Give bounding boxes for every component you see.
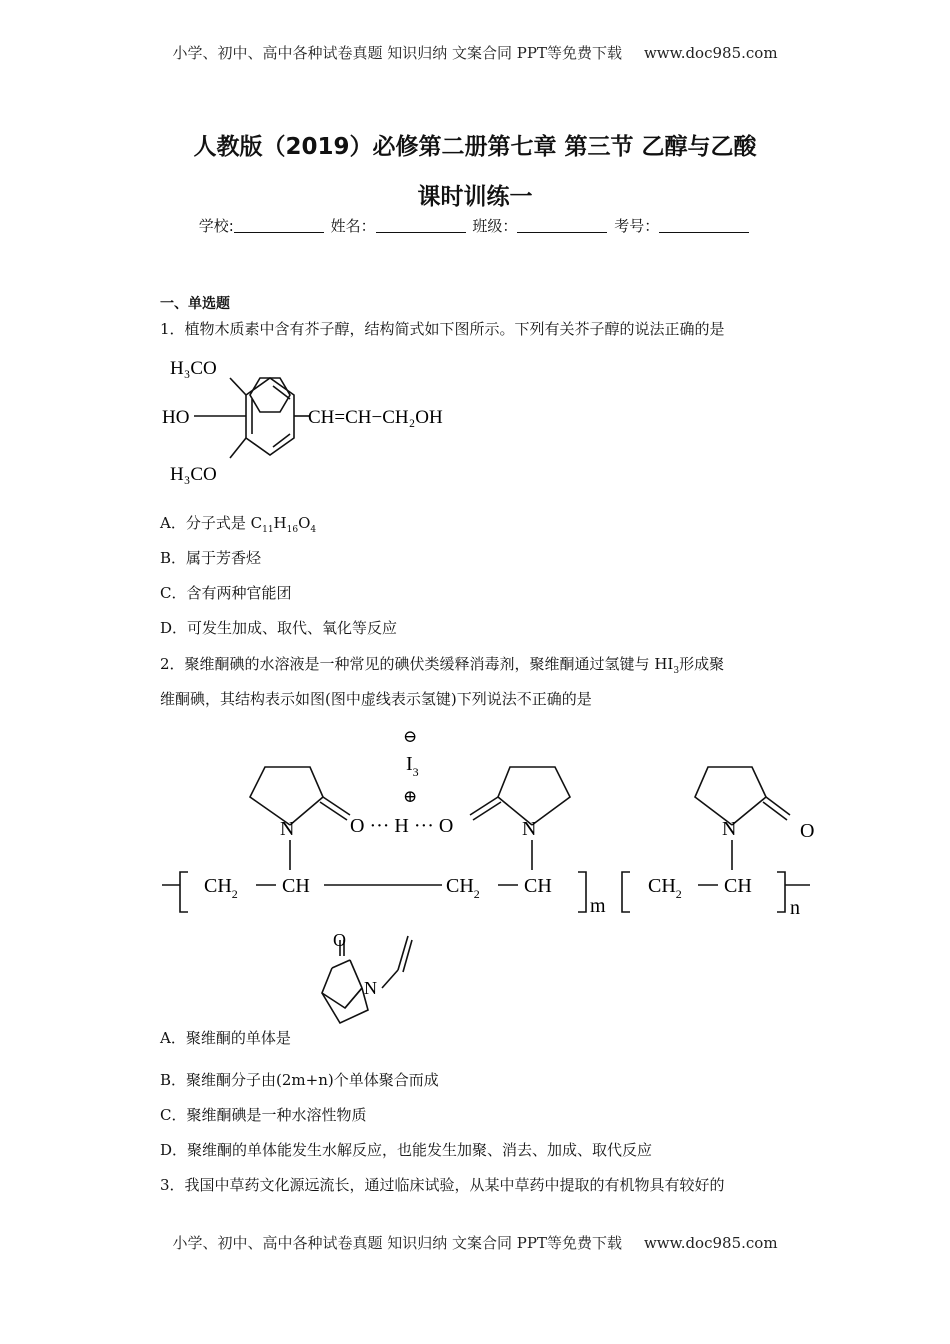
q2-hydrogen-bond: O ··· H ··· O <box>350 815 454 837</box>
q2-ch2-3: $CH_2$ <box>648 875 682 901</box>
q1-option-b: B．属于芳香烃 <box>160 549 262 567</box>
q2-n1: N <box>280 818 295 840</box>
number-label: 考号： <box>614 217 660 235</box>
q2-option-c: C．聚维酮碘是一种水溶性物质 <box>160 1106 367 1124</box>
class-label: 班级： <box>472 217 518 235</box>
q1-option-a: A．分子式是 $C_{11}H_{16}O_4$ <box>160 514 317 535</box>
section-heading: 一、单选题 <box>160 296 230 312</box>
q2-iodine: $I_3$ <box>406 753 419 779</box>
q1-option-c: C．含有两种官能团 <box>160 584 292 602</box>
q2-structure-diagram <box>160 722 840 927</box>
q1-left-substituent: HO <box>162 407 190 428</box>
q2-subscript-n: n <box>790 897 800 919</box>
school-blank[interactable] <box>234 218 324 233</box>
q2-stem-line2: 维酮碘，其结构表示如图(图中虚线表示氢键)下列说法不正确的是 <box>160 690 592 708</box>
q2-ch-2: CH <box>524 875 552 897</box>
q1-structure-diagram <box>160 350 490 495</box>
q1-side-chain: CH=CH−CH₂OH <box>308 407 443 428</box>
q2-option-a: A．聚维酮的单体是 <box>160 1029 291 1047</box>
q2-monomer-diagram <box>300 928 440 1038</box>
header-text: 小学、初中、高中各种试卷真题 知识归纳 文案合同 PPT等免费下载 <box>172 44 622 62</box>
q2-ch-1: CH <box>282 875 310 897</box>
q2-plus-sign: ⊕ <box>403 787 418 806</box>
q2-stem-line1: 2．聚维酮碘的水溶液是一种常见的碘伏类缓释消毒剂，聚维酮通过氢键与 $HI_3$形成聚 <box>160 655 725 676</box>
q2-monomer-o: O <box>333 930 346 950</box>
number-blank[interactable] <box>659 218 749 233</box>
q2-ch2-2: $CH_2$ <box>446 875 480 901</box>
q2-o-right: O <box>800 820 815 842</box>
student-info-line <box>0 215 950 236</box>
q2-option-b: B．聚维酮分子由(2m+n)个单体聚合而成 <box>160 1071 439 1089</box>
q1-stem: 1．植物木质素中含有芥子醇，结构简式如下图所示。下列有关芥子醇的说法正确的是 <box>160 320 725 338</box>
name-blank[interactable] <box>376 218 466 233</box>
page-header <box>0 42 950 63</box>
footer-text: 小学、初中、高中各种试卷真题 知识归纳 文案合同 PPT等免费下载 <box>172 1234 622 1252</box>
q2-option-d: D．聚维酮的单体能发生水解反应，也能发生加聚、消去、加成、取代反应 <box>160 1141 653 1159</box>
q2-minus-sign: ⊖ <box>403 727 418 746</box>
page-footer <box>0 1232 950 1253</box>
q1-option-d: D．可发生加成、取代、氧化等反应 <box>160 619 398 637</box>
q2-subscript-m: m <box>590 895 606 917</box>
q2-n3: N <box>722 818 737 840</box>
q2-n2: N <box>522 818 537 840</box>
q2-monomer-n: N <box>364 978 377 998</box>
name-label: 姓名： <box>330 217 376 235</box>
school-label: 学校: <box>198 217 234 235</box>
footer-site: www.doc985.com <box>643 1234 778 1252</box>
q1-top-substituent: H₃CO <box>170 358 217 379</box>
class-blank[interactable] <box>517 218 607 233</box>
q1-bottom-substituent: H₃CO <box>170 464 217 485</box>
q2-ch2-1: $CH_2$ <box>204 875 238 901</box>
q2-ch-3: CH <box>724 875 752 897</box>
doc-subtitle: 课时训练一 <box>417 184 533 210</box>
doc-title: 人教版（2019）必修第二册第七章 第三节 乙醇与乙酸 <box>193 134 757 160</box>
q3-stem: 3．我国中草药文化源远流长，通过临床试验，从某中草药中提取的有机物具有较好的 <box>160 1176 725 1194</box>
header-site: www.doc985.com <box>643 44 778 62</box>
